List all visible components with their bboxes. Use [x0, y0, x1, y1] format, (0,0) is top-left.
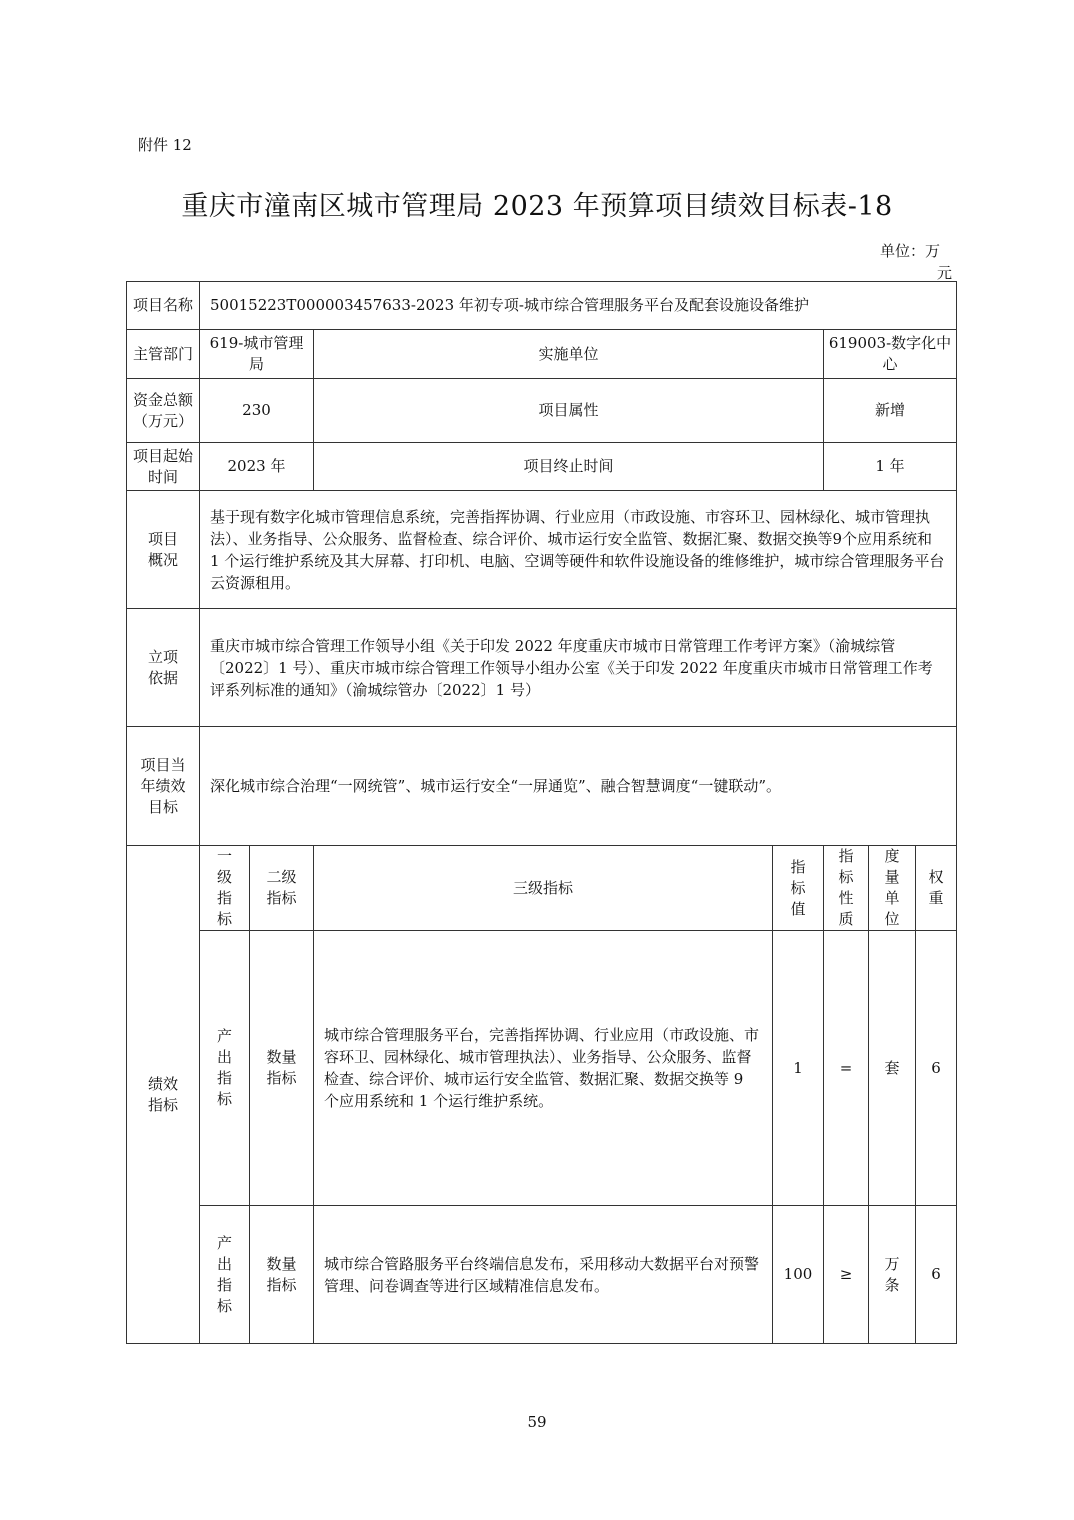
table-row-2-value: 100	[773, 1206, 824, 1344]
basis-value: 重庆市城市综合管理工作领导小组《关于印发 2022 年度重庆市城市日常管理工作考评方案》（渝城综管〔2022〕1 号）、重庆市城市综合管理工作领导小组办公室《关于印发 2022 年度重庆市城市日常管理工作考评系列标准的通知》（渝城综管办〔2022〕1 号）	[200, 609, 957, 727]
table-row-1-unit: 套	[869, 931, 916, 1206]
impl-value: 619003-数字化中心	[824, 330, 957, 379]
overview-label: 项目概况	[126, 491, 200, 609]
table-row-1-nature: =	[824, 931, 869, 1206]
table-row-2-nature: ≥	[824, 1206, 869, 1344]
table-row-2-unit: 万条	[869, 1206, 916, 1344]
overview-value: 基于现有数字化城市管理信息系统，完善指挥协调、行业应用（市政设施、市容环卫、园林绿化、城市管理执法）、业务指导、公众服务、监督检查、综合评价、城市运行安全监管、数据汇聚、数据交换等9个应用系统和 1 个运行维护系统及其大屏幕、打印机、电脑、空调等硬件和软件设施设备的维修维护，城市综合管理服务平台云资源租用。	[200, 491, 957, 609]
table-row-1-level1: 产出指标	[200, 931, 250, 1206]
unit-label	[880, 240, 952, 284]
table-row-2-weight: 6	[916, 1206, 957, 1344]
table-row-1-weight: 6	[916, 931, 957, 1206]
end-label: 项目终止时间	[314, 443, 824, 491]
table-row-1-level3: 城市综合管理服务平台，完善指挥协调、行业应用（市政设施、市容环卫、园林绿化、城市管理执法）、业务指导、公众服务、监督检查、综合评价、城市运行安全监管、数据汇聚、数据交换等 9 个应用系统和 1 个运行维护系统。	[314, 931, 773, 1206]
unit-label-line2: 元	[936, 264, 952, 282]
project-name-value: 50015223T000003457633-2023 年初专项-城市综合管理服务平台及配套设施设备维护	[200, 281, 957, 330]
end-value: 1 年	[824, 443, 957, 491]
indicators-section-label: 绩效指标	[126, 846, 200, 1344]
header-value: 指标值	[773, 846, 824, 931]
attr-value: 新增	[824, 379, 957, 443]
attachment-label: 附件 12	[138, 136, 192, 154]
table-row-1-level2: 数量指标	[250, 931, 314, 1206]
header-unit: 度量单位	[869, 846, 916, 931]
goal-value: 深化城市综合治理“一网统管”、城市运行安全“一屏通览”、融合智慧调度“一键联动”。	[200, 727, 957, 846]
impl-label: 实施单位	[314, 330, 824, 379]
goal-label: 项目当年绩效目标	[126, 727, 200, 846]
table-row-2-level3: 城市综合管路服务平台终端信息发布，采用移动大数据平台对预警管理、问卷调查等进行区域精准信息发布。	[314, 1206, 773, 1344]
header-level3: 三级指标	[314, 846, 773, 931]
attr-label: 项目属性	[314, 379, 824, 443]
unit-label-line1: 单位：万	[880, 242, 941, 260]
fund-label: 资金总额（万元）	[126, 379, 200, 443]
start-label: 项目起始时间	[126, 443, 200, 491]
header-nature: 指标性质	[824, 846, 869, 931]
project-name-label: 项目名称	[126, 281, 200, 330]
page-number: 59	[527, 1413, 547, 1431]
header-level1: 一级指标	[200, 846, 250, 931]
table-row-2-level1: 产出指标	[200, 1206, 250, 1344]
basis-label: 立项依据	[126, 609, 200, 727]
table-row-1-value: 1	[773, 931, 824, 1206]
dept-value: 619-城市管理局	[200, 330, 314, 379]
start-value: 2023 年	[200, 443, 314, 491]
page-title: 重庆市潼南区城市管理局 2023 年预算项目绩效目标表-18	[181, 191, 893, 222]
table-row-2-level2: 数量指标	[250, 1206, 314, 1344]
header-level2: 二级指标	[250, 846, 314, 931]
fund-value: 230	[200, 379, 314, 443]
header-weight: 权重	[916, 846, 957, 931]
dept-label: 主管部门	[126, 330, 200, 379]
